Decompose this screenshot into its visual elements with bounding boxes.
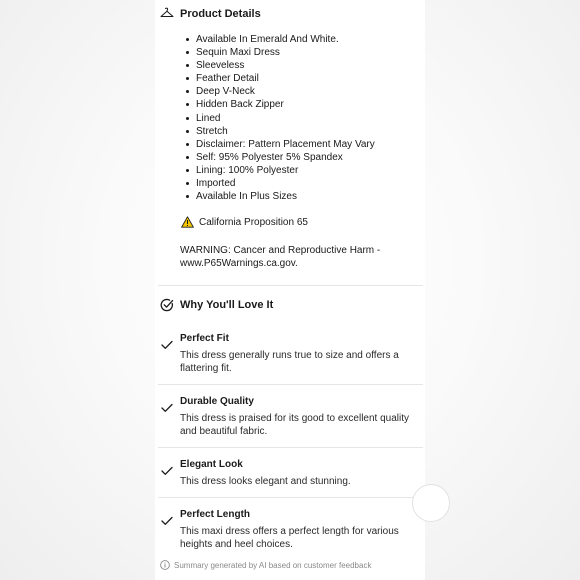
love-item-title: Durable Quality: [180, 396, 254, 407]
list-item: Lining: 100% Polyester: [185, 164, 375, 177]
item-divider: [158, 384, 423, 385]
list-item: Disclaimer: Pattern Placement May Vary: [185, 138, 375, 151]
list-item: Available In Plus Sizes: [185, 190, 375, 203]
why-love-header[interactable]: [160, 298, 273, 312]
why-love-title: Why You'll Love It: [180, 299, 274, 311]
item-divider: [158, 447, 423, 448]
checkmark-icon: [161, 463, 173, 473]
list-item: Available In Emerald And White.: [185, 33, 375, 46]
list-item: Sleeveless: [185, 59, 375, 72]
love-item-title: Perfect Fit: [180, 333, 229, 344]
product-details-header[interactable]: [160, 7, 261, 21]
floating-round-button[interactable]: [412, 484, 450, 522]
list-item: Imported: [185, 177, 375, 190]
list-item: Lined: [185, 112, 375, 125]
product-details-list: [185, 33, 375, 203]
love-item-description: This maxi dress offers a perfect length for various heights and heel choices.: [180, 526, 399, 550]
checkmark-icon: [161, 513, 173, 523]
prop65-warning-text: WARNING: Cancer and Reproductive Harm - www.P65Warnings.ca.gov.: [180, 245, 381, 269]
prop65-notice: [181, 216, 308, 228]
love-item-description: This dress generally runs true to size and offers a flattering fit.: [180, 350, 399, 374]
list-item: Stretch: [185, 125, 375, 138]
product-details-title: Product Details: [180, 8, 261, 20]
list-item: Feather Detail: [185, 72, 375, 85]
ai-summary-note: [160, 560, 371, 570]
section-divider: [158, 285, 423, 286]
warning-triangle-icon: [181, 216, 194, 228]
checkmark-icon: [161, 337, 173, 347]
love-item-title: Perfect Length: [180, 509, 251, 520]
checkmark-icon: [161, 400, 173, 410]
list-item: Self: 95% Polyester 5% Spandex: [185, 151, 375, 164]
prop65-label: California Proposition 65: [199, 216, 308, 228]
love-item-description: This dress looks elegant and stunning.: [180, 476, 351, 487]
love-item-title: Elegant Look: [180, 459, 243, 470]
check-circle-icon: [160, 298, 174, 312]
list-item: Hidden Back Zipper: [185, 98, 375, 111]
ai-summary-text: Summary generated by AI based on customer feedback: [174, 560, 372, 570]
item-divider: [158, 497, 423, 498]
hanger-icon: [160, 7, 174, 21]
love-item-description: This dress is praised for its good to excellent quality and beautiful fabric.: [180, 413, 409, 437]
list-item: Sequin Maxi Dress: [185, 46, 375, 59]
info-icon: [160, 560, 170, 570]
list-item: Deep V-Neck: [185, 85, 375, 98]
